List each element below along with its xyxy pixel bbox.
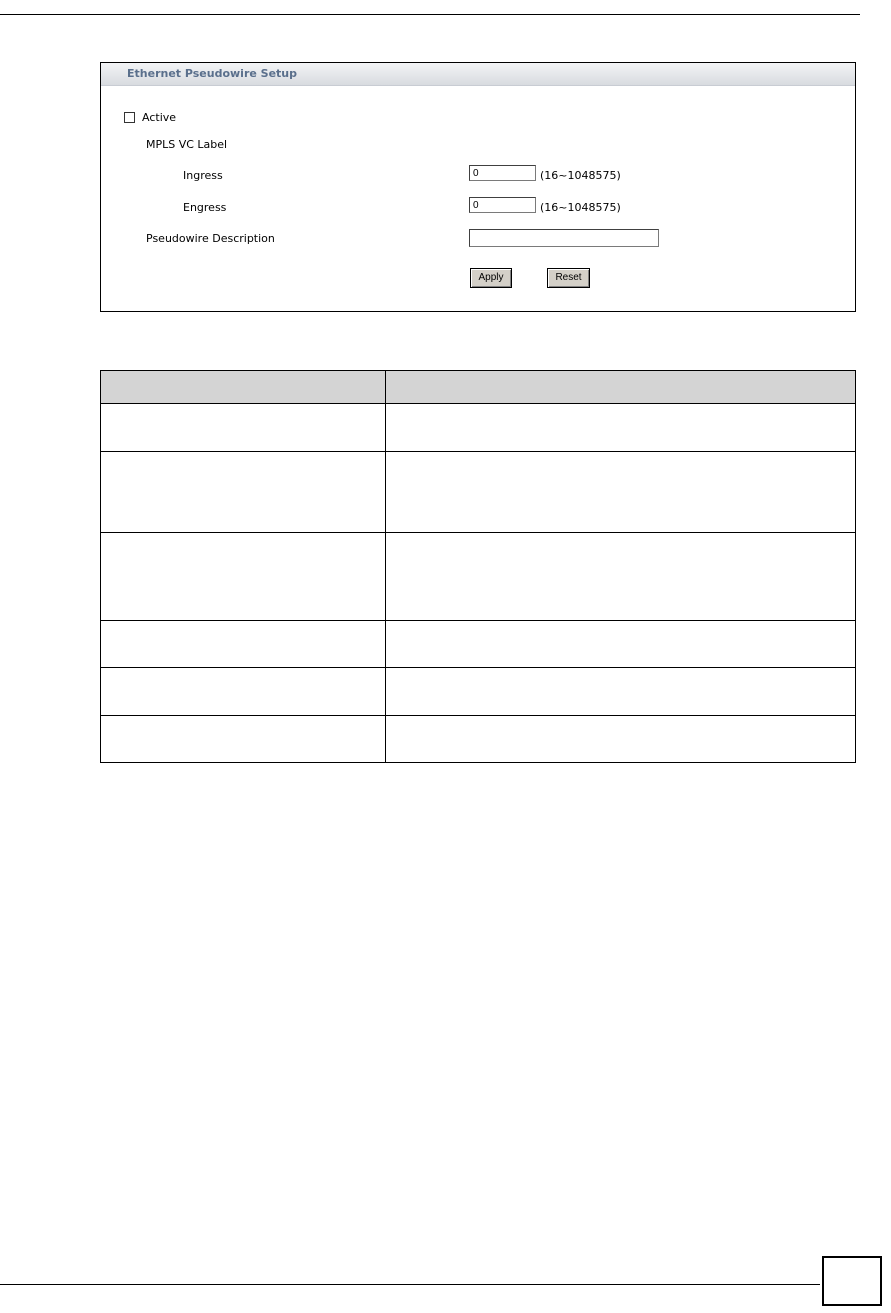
table-row-divider <box>101 620 855 621</box>
panel-title: Ethernet Pseudowire Setup <box>127 67 298 80</box>
header-rule <box>0 14 860 15</box>
reset-button[interactable]: Reset <box>547 268 590 288</box>
panel-title-bar <box>101 63 855 86</box>
table-row-divider <box>101 451 855 452</box>
pseudowire-description-label: Pseudowire Description <box>146 232 275 245</box>
field-description-table <box>100 370 856 763</box>
table-row-divider <box>101 532 855 533</box>
ingress-input[interactable] <box>469 165 536 181</box>
ethernet-pseudowire-setup-panel <box>100 62 856 312</box>
ingress-range: (16~1048575) <box>540 169 621 182</box>
page-number-box <box>822 1256 882 1306</box>
table-row-divider <box>101 715 855 716</box>
footer-rule <box>0 1284 820 1285</box>
table-column-divider <box>385 371 386 762</box>
pseudowire-description-input[interactable] <box>469 229 659 247</box>
apply-button[interactable]: Apply <box>470 268 512 288</box>
table-header <box>101 371 855 404</box>
engress-range: (16~1048575) <box>540 201 621 214</box>
active-checkbox[interactable] <box>124 112 135 123</box>
mpls-vc-label-heading: MPLS VC Label <box>146 138 228 151</box>
engress-label: Engress <box>183 201 227 214</box>
active-label: Active <box>142 111 177 124</box>
engress-input[interactable] <box>469 197 536 213</box>
ingress-label: Ingress <box>183 169 223 182</box>
table-row-divider <box>101 667 855 668</box>
